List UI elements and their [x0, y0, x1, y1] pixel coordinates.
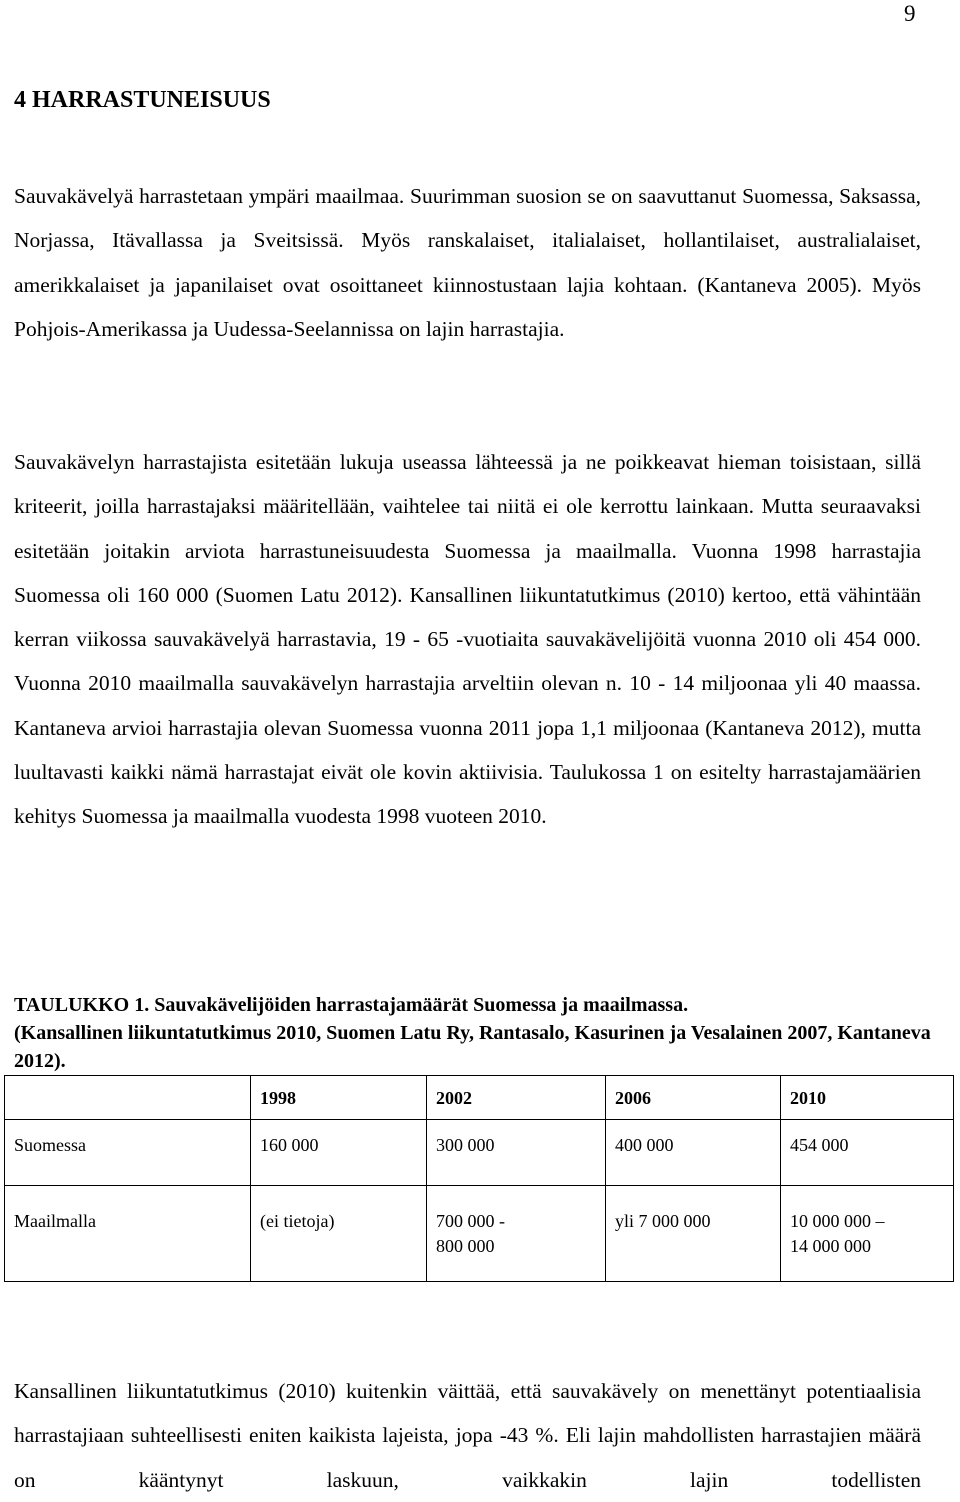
table-caption: [14, 991, 954, 1075]
table-row-label: Maailmalla: [5, 1186, 251, 1282]
table-row: [5, 1186, 954, 1282]
table-header-cell: 2002: [427, 1076, 606, 1120]
table-row-label: Suomessa: [5, 1120, 251, 1186]
table-caption-title: TAULUKKO 1. Sauvakävelijöiden harrastajamäärät Suomessa ja maailmassa.: [14, 994, 689, 1016]
table-cell: 160 000: [251, 1120, 427, 1186]
table-caption-sources: (Kansallinen liikuntatutkimus 2010, Suomen Latu Ry, Rantasalo, Kasurinen ja Vesalainen 2007, Kantaneva 2012).: [14, 1022, 931, 1072]
section-heading: 4 HARRASTUNEISUUS: [14, 87, 271, 113]
table-cell: 454 000: [781, 1120, 954, 1186]
table-corner-cell: [5, 1076, 251, 1120]
table-cell: 10 000 000 – 14 000 000: [781, 1186, 954, 1282]
table-header-cell: 1998: [251, 1076, 427, 1120]
table-row: [5, 1120, 954, 1186]
table-header-cell: 2006: [606, 1076, 781, 1120]
table-cell: (ei tietoja): [251, 1186, 427, 1282]
table-cell: yli 7 000 000: [606, 1186, 781, 1282]
table-cell: 400 000: [606, 1120, 781, 1186]
paragraph-statistics: Sauvakävelyn harrastajista esitetään lukuja useassa lähteessä ja ne poikkeavat hieman toisistaan, sillä kriteerit, joilla harrastajaksi määritellään, vaihtelee tai niitä ei ole kerrottu lainkaan. Mutta seuraavaksi esitetään joitakin arviota harrastuneisuudesta Suomessa ja maailmalla. Vuonna 1998 harrastajia Suomessa oli 160 000 (Suomen Latu 2012). Kansallinen liikuntatutkimus (2010) kertoo, että vähintään kerran viikossa sauvakävelyä harrastavia, 19 - 65 -vuotiaita sauvakävelijöitä vuonna 2010 oli 454 000. Vuonna 2010 maailmalla sauvakävelyn harrastajia arveltiin olevan n. 10 - 14 miljoonaa yli 40 maassa. Kantaneva arvioi harrastajia olevan Suomessa vuonna 2011 jopa 1,1 miljoonaa (Kantaneva 2012), mutta luultavasti kaikki nämä harrastajat eivät ole kovin aktiivisia. Taulukossa 1 on esitelty harrastajamäärien kehitys Suomessa ja maailmalla vuodesta 1998 vuoteen 2010.: [14, 450, 921, 829]
table-cell: 700 000 - 800 000: [427, 1186, 606, 1282]
participants-table: [4, 1075, 954, 1282]
table-header-cell: 2010: [781, 1076, 954, 1120]
table-cell: 300 000: [427, 1120, 606, 1186]
page-number: 9: [904, 1, 916, 26]
paragraph-intro: Sauvakävelyä harrastetaan ympäri maailmaa. Suurimman suosion se on saavuttanut Suomessa, Saksassa, Norjassa, Itävallassa ja Sveitsissä. Myös ranskalaiset, italialaiset, hollantilaiset, australialaiset, amerikkalaiset ja japanilaiset ovat osoittaneet kiinnostustaan lajia kohtaan. (Kantaneva 2005). Myös Pohjois-Amerikassa ja Uudessa-Seelannissa on lajin harrastajia.: [14, 184, 921, 341]
table-header-row: [5, 1076, 954, 1120]
paragraph-decline: Kansallinen liikuntatutkimus (2010) kuitenkin väittää, että sauvakävely on menettänyt potentiaalisia harrastajiaan suhteellisesti eniten kaikista lajeista, jopa -43 %. Eli lajin mahdollisten harrastajien määrä on kääntynyt laskuun, vaikkakin lajin todellisten: [14, 1379, 921, 1492]
